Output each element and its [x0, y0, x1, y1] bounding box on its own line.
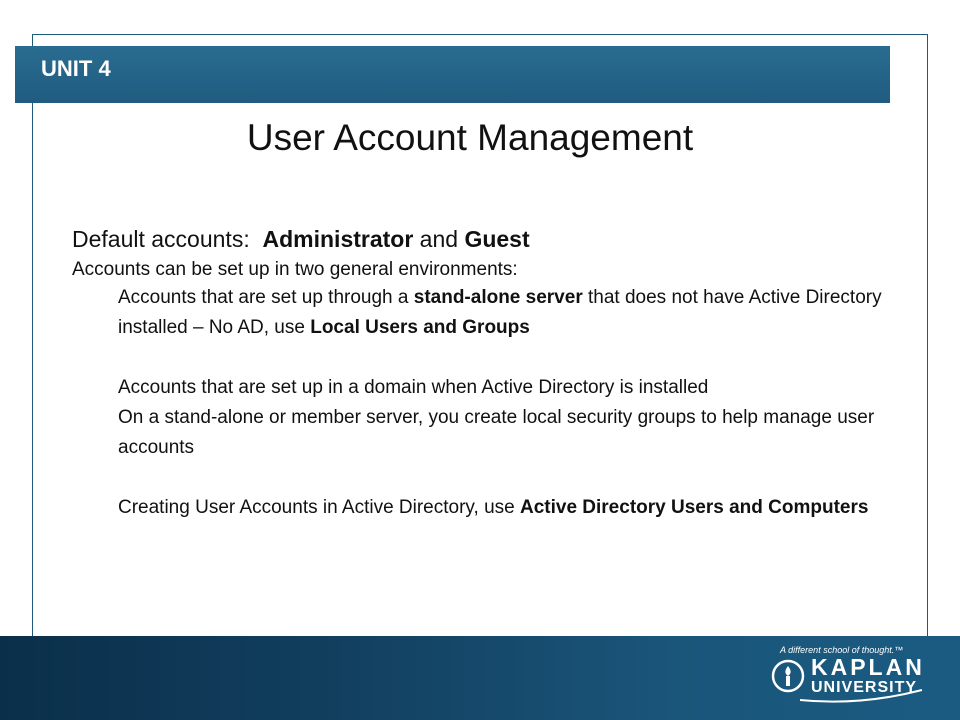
- administrator-text: Administrator: [262, 226, 414, 252]
- member-server-paragraph: On a stand-alone or member server, you create local security groups to help manage user accounts: [118, 407, 875, 458]
- spacer: [72, 343, 892, 373]
- standalone-text-a: Accounts that are set up through a: [118, 287, 414, 308]
- environments-line: Accounts can be set up in two general environments:: [72, 259, 518, 280]
- logo-word-kaplan: KAPLAN: [811, 654, 925, 680]
- footer-bar: [0, 636, 960, 720]
- ad-creating-text: Creating User Accounts in Active Directory, use: [118, 497, 520, 518]
- standalone-paragraph: [118, 283, 892, 343]
- unit-label: UNIT 4: [41, 56, 111, 81]
- logo-word-university: UNIVERSITY: [811, 679, 918, 696]
- guest-text: Guest: [464, 226, 530, 252]
- standalone-text-b: that does not have Active Directory installed – No AD, use: [118, 287, 882, 338]
- slide-title: User Account Management: [246, 117, 694, 158]
- default-accounts-prefix: Default accounts:: [72, 226, 263, 252]
- local-users-groups-text: Local Users and Groups: [310, 317, 530, 338]
- torch-seal-icon: [771, 659, 805, 693]
- standalone-server-text: stand-alone server: [413, 287, 583, 308]
- spacer: [72, 463, 892, 493]
- slide-body: [72, 222, 892, 523]
- unit-banner: [15, 46, 890, 103]
- ad-creating-paragraph: [118, 493, 892, 523]
- tagline: A different school of thought.™: [780, 645, 904, 655]
- default-accounts-line: [72, 222, 892, 256]
- ad-users-computers-text: Active Directory Users and Computers: [519, 497, 869, 518]
- domain-paragraph: Accounts that are set up in a domain when Active Directory is installed: [118, 377, 709, 398]
- and-text: and: [413, 226, 465, 252]
